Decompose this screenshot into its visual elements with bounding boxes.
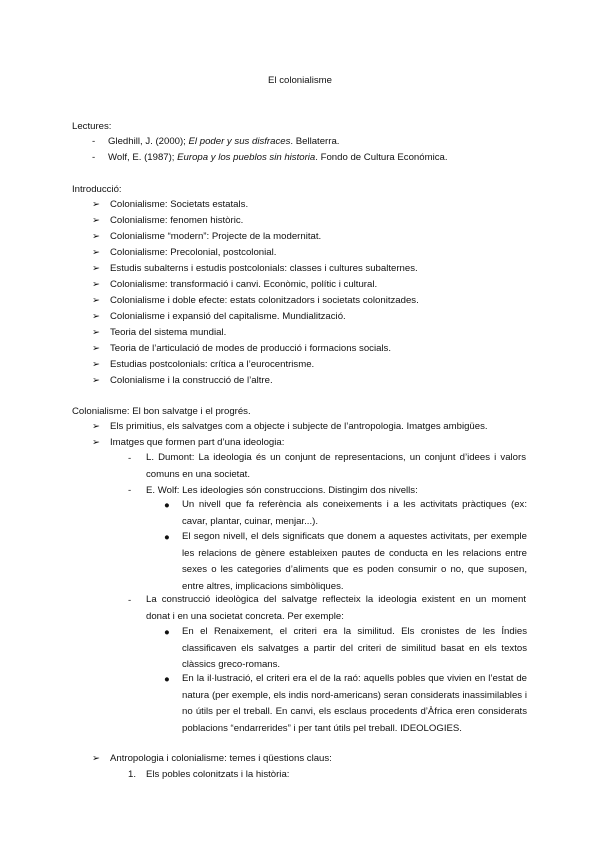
section-item: Els primitius, els salvatges com a objecte i subjecte de l’antropologia. Imatges ambigües.	[110, 421, 488, 432]
reference-publisher: . Fondo de Cultura Económica.	[315, 152, 448, 163]
section-heading: Colonialisme: El bon salvatge i el progrés.	[72, 406, 251, 417]
dot-bullet-icon: ●	[164, 500, 170, 511]
intro-item: Colonialisme i expansió del capitalisme. Mundialització.	[110, 311, 346, 322]
section-item: Imatges que formen part d’una ideologia:	[110, 437, 285, 448]
numbered-item: Els pobles colonitzats i la història:	[146, 769, 290, 780]
dumont-paragraph: L. Dumont: La ideologia és un conjunt de representacions, un conjunt d’idees i valors comuns en una societat.	[146, 452, 526, 480]
dot-bullet-icon: ●	[164, 674, 170, 685]
section-item: Antropologia i colonialisme: temes i qüestions claus:	[110, 753, 332, 764]
number-marker: 1.	[128, 769, 137, 780]
arrow-bullet-icon: ➢	[92, 437, 101, 448]
intro-item: Teoria del sistema mundial.	[110, 327, 227, 338]
level2-paragraph: El segon nivell, el dels significats que donem a aquestes activitats, per exemple les relacions de gènere estableixen pautes de conducta en les relacions entre sexes o les categories d’aliments que es poden consumir o no, que suposen, entre altres, implicacions simbòliques.	[182, 531, 527, 592]
reference-title: Europa y los pueblos sin historia	[177, 152, 316, 163]
renaixement-paragraph: En el Renaixement, el criteri era la similitud. Els cronistes de les Índies classificaven els salvatges a partir del criteri de similitud basat en els textos clàssics greco-romans.	[182, 626, 527, 670]
arrow-bullet-icon: ➢	[92, 215, 101, 226]
arrow-bullet-icon: ➢	[92, 199, 101, 210]
intro-heading: Introducció:	[72, 184, 122, 195]
arrow-bullet-icon: ➢	[92, 263, 101, 274]
intro-item: Teoria de l’articulació de modes de producció i formacions socials.	[110, 343, 392, 354]
intro-item: Estudias postcolonials: crítica a l’eurocentrisme.	[110, 359, 315, 370]
dash-marker: -	[92, 152, 96, 163]
reference-wolf	[108, 152, 448, 164]
arrow-bullet-icon: ➢	[92, 327, 101, 338]
dash-marker: -	[128, 453, 132, 464]
arrow-bullet-icon: ➢	[92, 279, 101, 290]
reference-title: El poder y sus disfraces	[188, 136, 291, 147]
dash-marker: -	[92, 136, 96, 147]
intro-item: Colonialisme i doble efecte: estats colonitzadors i societats colonitzades.	[110, 295, 419, 306]
arrow-bullet-icon: ➢	[92, 375, 101, 386]
intro-item: Colonialisme i la construcció de l’altre.	[110, 375, 273, 386]
arrow-bullet-icon: ➢	[92, 247, 101, 258]
reference-author: Gledhill, J. (2000);	[108, 136, 189, 147]
dot-bullet-icon: ●	[164, 532, 170, 543]
intro-item: Colonialisme: transformació i canvi. Econòmic, polític i cultural.	[110, 279, 378, 290]
page-title: El colonialisme	[268, 75, 332, 86]
reference-author: Wolf, E. (1987);	[108, 152, 178, 163]
reference-gledhill	[108, 136, 339, 148]
arrow-bullet-icon: ➢	[92, 231, 101, 242]
intro-item: Colonialisme “modern”: Projecte de la modernitat.	[110, 231, 322, 242]
intro-item: Colonialisme: Societats estatals.	[110, 199, 249, 210]
construccio-paragraph: La construcció ideològica del salvatge reflecteix la ideologia existent en un moment donat i en una societat concreta. Per exemple:	[146, 594, 526, 622]
intro-item: Estudis subalterns i estudis postcolonials: classes i cultures subalternes.	[110, 263, 418, 274]
reference-publisher: . Bellaterra.	[290, 136, 340, 147]
arrow-bullet-icon: ➢	[92, 421, 101, 432]
wolf-paragraph: E. Wolf: Les ideologies són construccions. Distingim dos nivells:	[146, 485, 418, 496]
dash-marker: -	[128, 595, 132, 606]
arrow-bullet-icon: ➢	[92, 311, 101, 322]
lectures-heading: Lectures:	[72, 121, 112, 132]
arrow-bullet-icon: ➢	[92, 343, 101, 354]
illustracio-paragraph: En la il·lustració, el criteri era el de la raó: aquells pobles que vivien en l’estat de natura (per exemple, els indis nord-americans) seran considerats inassimilables i no útils per el treball. En canvi, els esclaus procedents d’Àfrica eren considerats poblacions “endarrerides” i per tant útils pel treball. IDEOLOGIES.	[182, 673, 527, 734]
intro-item: Colonialisme: Precolonial, postcolonial.	[110, 247, 277, 258]
level1-paragraph: Un nivell que fa referència als coneixements i a les activitats pràctiques (ex: cavar, plantar, cuinar, menjar...).	[182, 499, 527, 527]
dot-bullet-icon: ●	[164, 627, 170, 638]
dash-marker: -	[128, 485, 132, 496]
arrow-bullet-icon: ➢	[92, 295, 101, 306]
intro-item: Colonialisme: fenomen històric.	[110, 215, 244, 226]
arrow-bullet-icon: ➢	[92, 753, 101, 764]
arrow-bullet-icon: ➢	[92, 359, 101, 370]
